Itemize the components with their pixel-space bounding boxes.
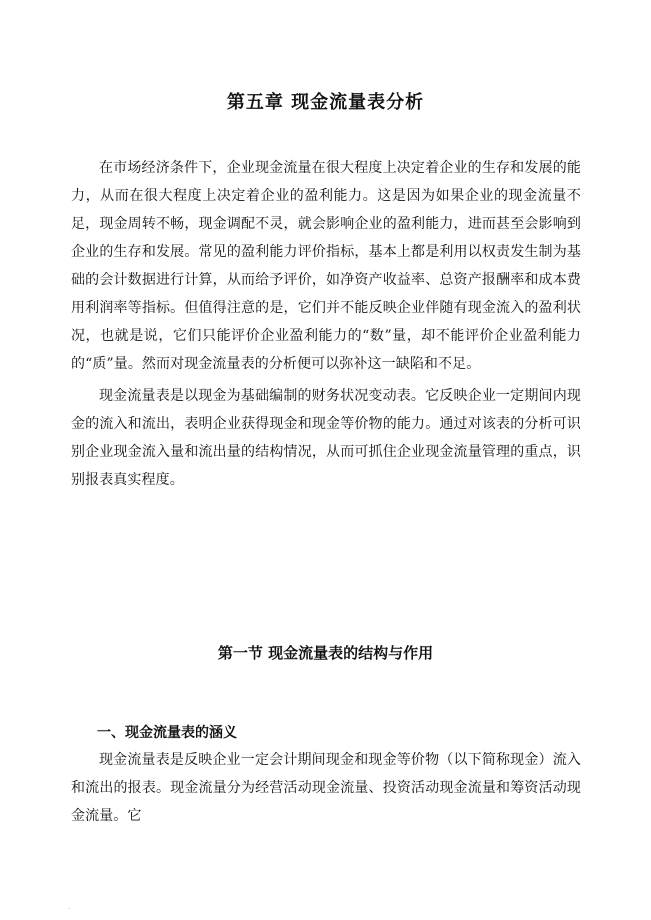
subsection-title: 一、现金流量表的涵义	[97, 725, 237, 741]
section-title: 第一节 现金流量表的结构与作用	[217, 644, 434, 663]
intro-text-block	[71, 154, 581, 494]
intro-paragraph-2: 现金流量表是以现金为基础编制的财务状况变动表。它反映企业一定期间内现金的流入和流出，表明企业获得现金和现金等价物的能力。通过对该表的分析可识别企业现金流入量和流出量的结构情况，从而可抓住企业现金流量管理的重点，识别报表真实程度。	[71, 388, 581, 488]
chapter-title: 第五章 现金流量表分析	[226, 92, 425, 114]
subsection-text-block	[71, 746, 581, 830]
footer-mark: .	[68, 902, 71, 911]
intro-paragraph-1: 在市场经济条件下，企业现金流量在很大程度上决定着企业的生存和发展的能力，从而在很大程度上决定着企业的盈利能力。这是因为如果企业的现金流量不足，现金周转不畅，现金调配不灵，就会影响企业的盈利能力，进而甚至会影响到企业的生存和发展。常见的盈利能力评价指标，基本上都是利用以权责发生制为基础的会计数据进行计算，从而给予评价，如净资产收益率、总资产报酬率和成本费用利润率等指标。但值得注意的是，它们并不能反映企业伴随有现金流入的盈利状况，也就是说，它们只能评价企业盈利能力的“数”量，却不能评价企业盈利能力的“质”量。然而对现金流量表的分析便可以弥补这一缺陷和不足。	[71, 160, 581, 372]
subsection-paragraph-1: 现金流量表是反映企业一定会计期间现金和现金等价物（以下简称现金）流入和流出的报表。现金流量分为经营活动现金流量、投资活动现金流量和筹资活动现金流量。它	[71, 752, 581, 824]
